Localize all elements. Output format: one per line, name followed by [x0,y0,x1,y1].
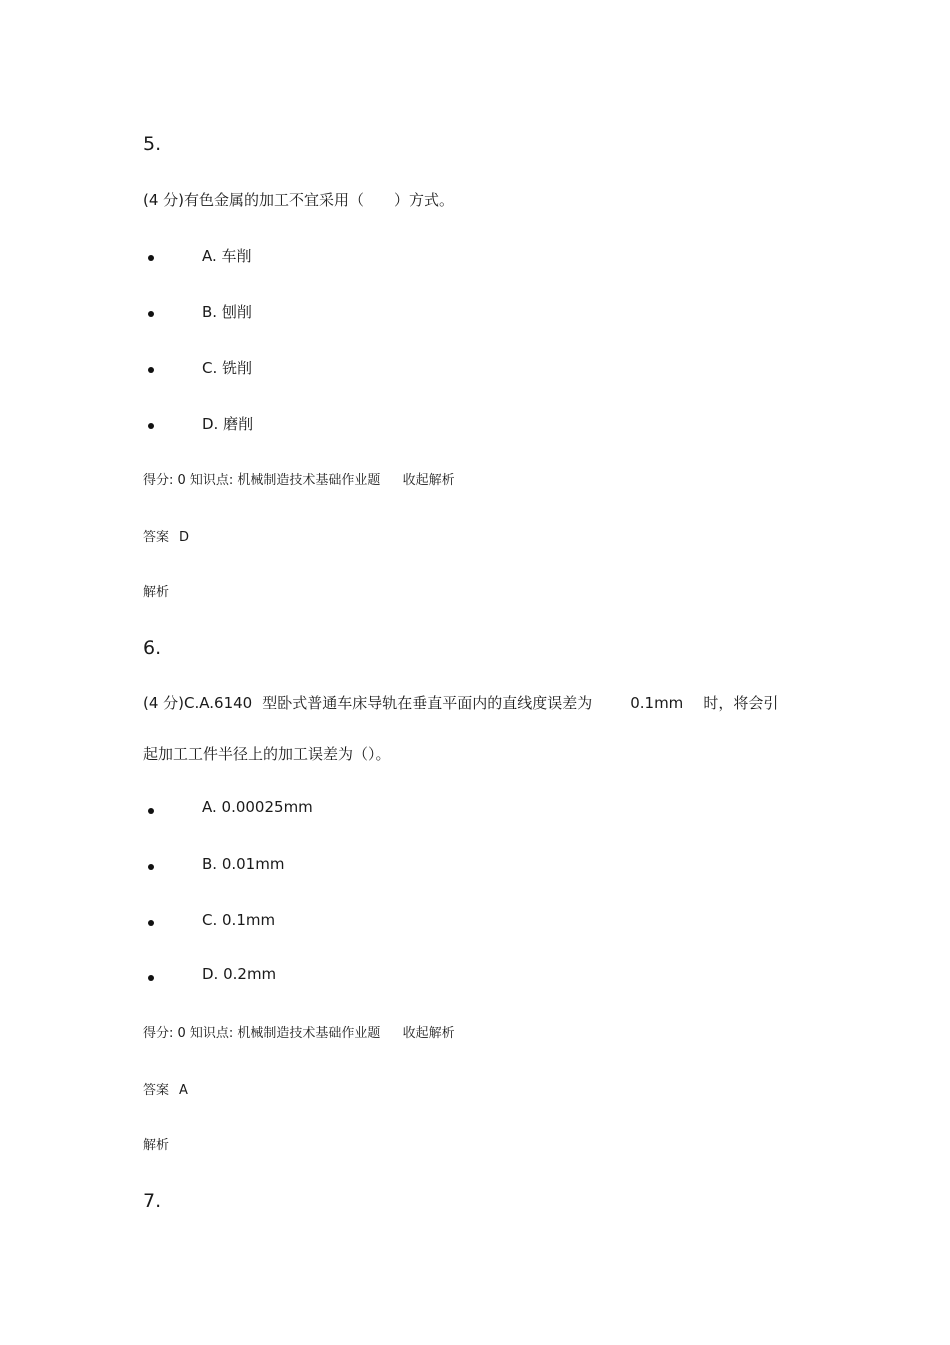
option-d[interactable]: D. 磨削 [202,415,254,433]
analysis-label: 解析 [143,585,170,600]
score-info [143,1022,455,1041]
option-a[interactable]: A. 0.00025mm [202,798,313,816]
bullet-icon [148,367,154,373]
stem-part: (4 分)C.A.6140 [143,694,253,712]
option-b[interactable]: B. 0.01mm [202,855,285,873]
question-number: 5. [143,133,162,155]
answer-label: 答案 [143,1083,170,1098]
score-knowledge-text: 得分: 0 知识点: 机械制造技术基础作业题 [143,1026,381,1041]
collapse-analysis-link[interactable]: 收起解析 [402,1026,455,1041]
stem-part: 0.1mm [630,694,684,712]
score-info [143,469,455,488]
answer-label: 答案 [143,530,170,545]
option-c[interactable]: C. 铣削 [202,359,253,377]
question-number: 6. [143,637,162,659]
option-a[interactable]: A. 车削 [202,247,252,265]
question-stem-line2: 起加工工件半径上的加工误差为（）。 [143,745,391,763]
answer-row [143,526,189,545]
stem-part: 型卧式普通车床导轨在垂直平面内的直线度误差为 [262,694,593,712]
option-b[interactable]: B. 刨削 [202,303,252,321]
option-c[interactable]: C. 0.1mm [202,911,276,929]
bullet-icon [148,975,154,981]
question-stem: (4 分)有色金属的加工不宜采用（ ）方式。 [143,191,455,209]
question-stem [143,692,778,713]
option-d[interactable]: D. 0.2mm [202,965,277,983]
collapse-analysis-link[interactable]: 收起解析 [402,473,455,488]
stem-part: 时，将会引 [703,694,779,712]
bullet-icon [148,920,154,926]
answer-value: A [179,1083,188,1098]
bullet-icon [148,864,154,870]
bullet-icon [148,255,154,261]
bullet-icon [148,808,154,814]
score-knowledge-text: 得分: 0 知识点: 机械制造技术基础作业题 [143,473,381,488]
question-number: 7. [143,1190,162,1212]
bullet-icon [148,311,154,317]
analysis-label: 解析 [143,1138,170,1153]
bullet-icon [148,423,154,429]
answer-row [143,1079,188,1098]
answer-value: D [179,530,190,545]
